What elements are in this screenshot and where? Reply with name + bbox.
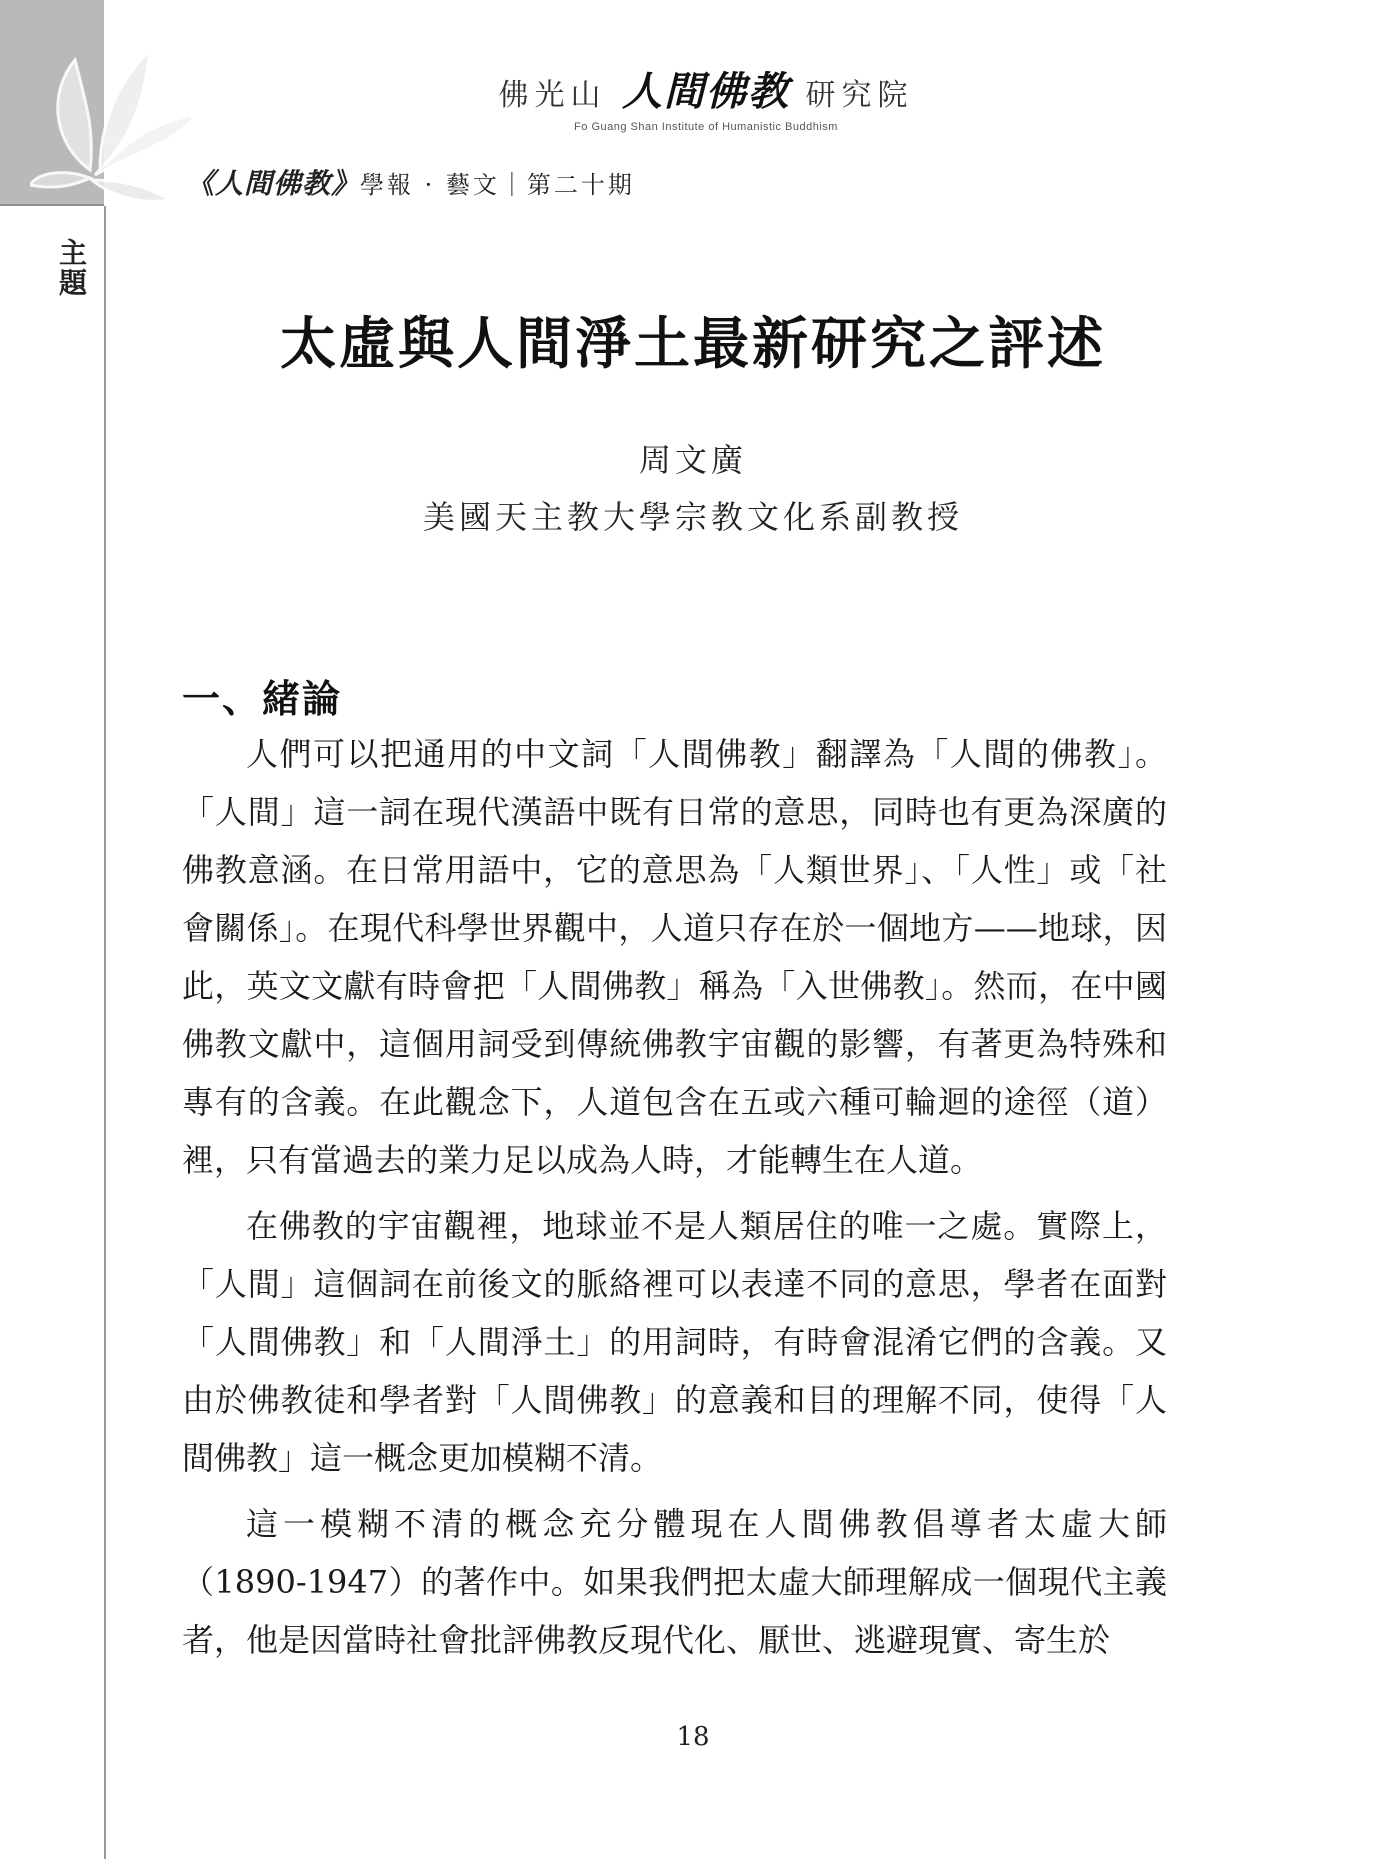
page-number: 18 [676, 1722, 710, 1752]
journal-running-head [186, 162, 635, 202]
section-heading: 一、緒論 [182, 676, 343, 721]
institute-suffix: 研究院 [805, 78, 914, 113]
institute-english-name: Fo Guang Shan Institute of Humanistic Buddhism [574, 121, 838, 133]
lotus-icon [30, 20, 200, 210]
institute-header [486, 60, 926, 133]
paragraph: 這一模糊不清的概念充分體現在人間佛教倡導者太虛大師（1890-1947）的著作中。如果我們把太虛大師理解成一個現代主義者，他是因當時社會批評佛教反現代化、厭世、逃避現實、寄生於 [182, 1505, 1167, 1659]
section-tab-label: 主題 [55, 238, 88, 298]
institute-name [486, 60, 926, 117]
article-title: 太虛與人間淨土最新研究之評述 [280, 311, 1106, 377]
journal-issue: 學報 · 藝文｜第二十期 [360, 171, 635, 199]
article-body [182, 725, 1167, 1677]
institute-prefix: 佛光山 [498, 78, 607, 113]
paragraph: 在佛教的宇宙觀裡，地球並不是人類居住的唯一之處。實際上，「人間」這個詞在前後文的脈絡裡可以表達不同的意思，學者在面對「人間佛教」和「人間淨土」的用詞時，有時會混淆它們的含義。又由於佛教徒和學者對「人間佛教」的意義和目的理解不同，使得「人間佛教」這一概念更加模糊不清。 [182, 1207, 1167, 1477]
journal-brand: 《人間佛教》 [186, 167, 361, 200]
institute-brand: 人間佛教 [622, 68, 790, 115]
author-affiliation: 美國天主教大學宗教文化系副教授 [422, 498, 963, 536]
paragraph: 人們可以把通用的中文詞「人間佛教」翻譯為「人間的佛教」。「人間」這一詞在現代漢語中既有日常的意思，同時也有更為深廣的佛教意涵。在日常用語中，它的意思為「人類世界」、「人性」或「社會關係」。在現代科學世界觀中，人道只存在於一個地方——地球，因此，英文文獻有時會把「人間佛教」稱為「入世佛教」。然而，在中國佛教文獻中，這個用詞受到傳統佛教宇宙觀的影響，有著更為特殊和專有的含義。在此觀念下，人道包含在五或六種可輪迴的途徑（道）裡，只有當過去的業力足以成為人時，才能轉生在人道。 [182, 735, 1167, 1179]
article-author: 周文廣 [638, 441, 747, 479]
